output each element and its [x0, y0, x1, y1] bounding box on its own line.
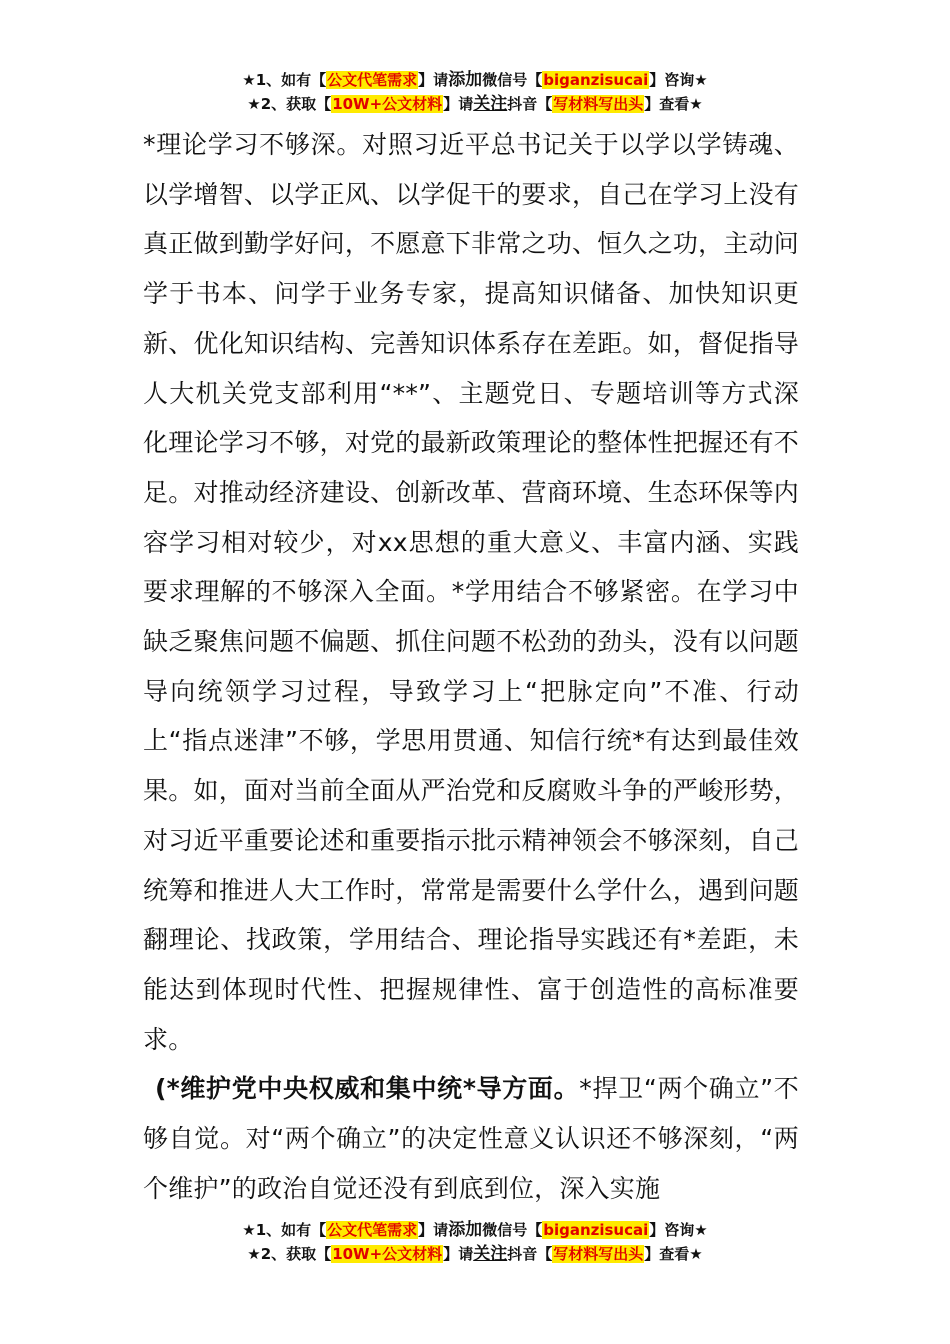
- promo-text: 】请: [418, 71, 449, 89]
- promo-line-1: [0, 1218, 950, 1242]
- promo-text: 微信号【: [482, 71, 543, 89]
- promo-line-2: [0, 1242, 950, 1266]
- promo-emphasis: 关注: [473, 94, 508, 114]
- section-heading: (*维护党中央权威和集中统*导方面。: [155, 1074, 580, 1104]
- promo-emphasis: 添加: [448, 1220, 483, 1240]
- promo-emphasis: 关注: [473, 1244, 508, 1264]
- promo-text: 抖音【: [507, 95, 553, 113]
- promo-text: 】请: [443, 95, 474, 113]
- promo-text: ★1、如有【: [242, 71, 327, 89]
- promo-text: ★2、获取【: [247, 95, 332, 113]
- promo-highlight: biganzisucai: [543, 1221, 649, 1239]
- promo-highlight: biganzisucai: [543, 71, 649, 89]
- document-body: [143, 120, 799, 1213]
- promo-text: 】咨询★: [649, 1221, 708, 1239]
- header-promo: [0, 68, 950, 116]
- promo-line-2: [0, 92, 950, 116]
- promo-text: 】查看★: [644, 95, 703, 113]
- promo-text: 】查看★: [644, 1245, 703, 1263]
- paragraph-2-text: *捍卫“两个确立”不够自觉。对“两个确立”的决定性意义认识还不够深刻，“两个维护”的政治自觉还没有到底到位，深入实施: [143, 1074, 799, 1203]
- promo-emphasis: 添加: [448, 70, 483, 90]
- promo-highlight: 写材料写出头: [553, 95, 644, 113]
- promo-text: 】请: [418, 1221, 449, 1239]
- promo-text: ★2、获取【: [247, 1245, 332, 1263]
- promo-text: ★1、如有【: [242, 1221, 327, 1239]
- promo-line-1: [0, 68, 950, 92]
- promo-highlight: 公文代笔需求: [327, 71, 418, 89]
- promo-text: 】咨询★: [649, 71, 708, 89]
- promo-text: 抖音【: [507, 1245, 553, 1263]
- promo-text: 微信号【: [482, 1221, 543, 1239]
- promo-highlight: 10W+公文材料: [332, 95, 443, 113]
- promo-text: 】请: [443, 1245, 474, 1263]
- paragraph-1: *理论学习不够深。对照习近平总书记关于以学以学铸魂、以学增智、以学正风、以学促干的要求，自己在学习上没有真正做到勤学好问，不愿意下非常之功、恒久之功，主动问学于书本、问学于业务专家，提高知识储备、加快知识更新、优化知识结构、完善知识体系存在差距。如，督促指导人大机关党支部利用“**”、主题党日、专题培训等方式深化理论学习不够，对党的最新政策理论的整体性把握还有不足。对推动经济建设、创新改革、营商环境、生态环保等内容学习相对较少，对xx思想的重大意义、丰富内涵、实践要求理解的不够深入全面。*学用结合不够紧密。在学习中缺乏聚焦问题不偏题、抓住问题不松劲的劲头，没有以问题导向统领学习过程，导致学习上“把脉定向”不准、行动上“指点迷津”不够，学思用贯通、知信行统*有达到最佳效果。如，面对当前全面从严治党和反腐败斗争的严峻形势，对习近平重要论述和重要指示批示精神领会不够深刻，自己统筹和推进人大工作时，常常是需要什么学什么，遇到问题翻理论、找政策，学用结合、理论指导实践还有*差距，未能达到体现时代性、把握规律性、富于创造性的高标准要求。: [143, 130, 799, 1054]
- footer-promo: [0, 1218, 950, 1266]
- promo-highlight: 10W+公文材料: [332, 1245, 443, 1263]
- paragraph-2: [143, 1064, 799, 1213]
- promo-highlight: 写材料写出头: [553, 1245, 644, 1263]
- promo-highlight: 公文代笔需求: [327, 1221, 418, 1239]
